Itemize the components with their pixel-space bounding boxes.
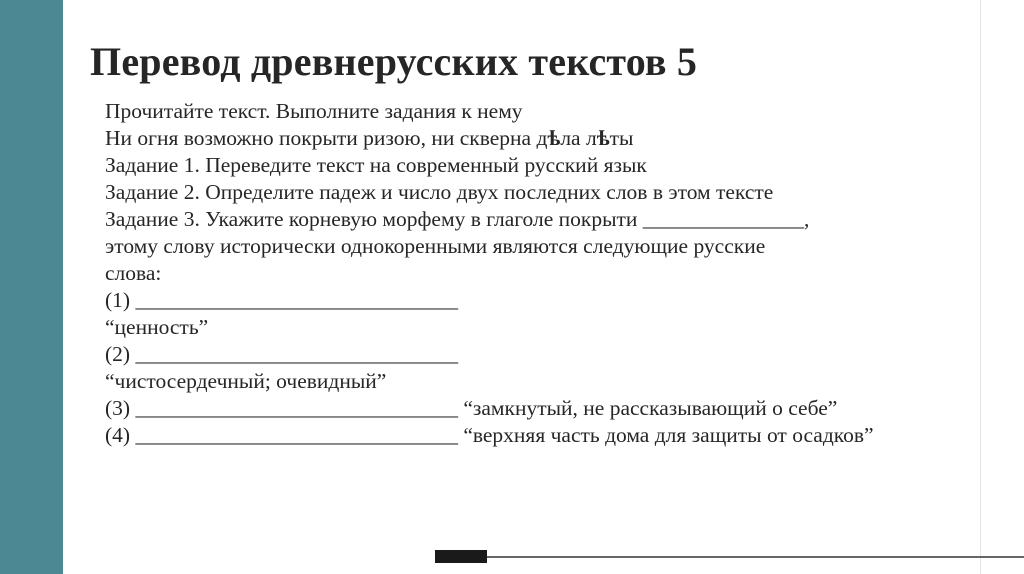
meaning-2: “чистосердечный; очевидный” [105, 369, 387, 393]
old-russian-text [105, 125, 874, 152]
task-3-cont: этому слову исторически однокоренными являются следующие русские [105, 234, 766, 258]
answer-1: (1) ______________________________ [105, 288, 458, 312]
text-part: ты [609, 126, 634, 150]
answer-4: (4) ______________________________ “верхняя часть дома для защиты от осадков” [105, 423, 874, 447]
sidebar-accent [0, 0, 63, 574]
task-3-cont: слова: [105, 261, 162, 285]
answer-3: (3) ______________________________ “замкнутый, не рассказывающий о себе” [105, 396, 838, 420]
progress-marker [435, 550, 487, 563]
meaning-1: “ценность” [105, 315, 209, 339]
yat-letter: ѣ [596, 126, 610, 150]
divider-vertical [980, 0, 981, 574]
task-3: Задание 3. Укажите корневую морфему в глаголе покрыти _______________, [105, 207, 810, 231]
slide-title: Перевод древнерусских текстов 5 [90, 39, 698, 84]
task-1: Задание 1. Переведите текст на современный русский язык [105, 153, 647, 177]
answer-2: (2) ______________________________ [105, 342, 458, 366]
task-2: Задание 2. Определите падеж и число двух последних слов в этом тексте [105, 180, 774, 204]
text-part: ла л [560, 126, 597, 150]
footer-line [487, 556, 1024, 558]
instruction-line: Прочитайте текст. Выполните задания к нему [105, 99, 523, 123]
text-part: Ни огня возможно покрыти ризою, ни скверна д [105, 126, 548, 150]
yat-letter: ѣ [547, 126, 561, 150]
slide-body [105, 98, 874, 449]
